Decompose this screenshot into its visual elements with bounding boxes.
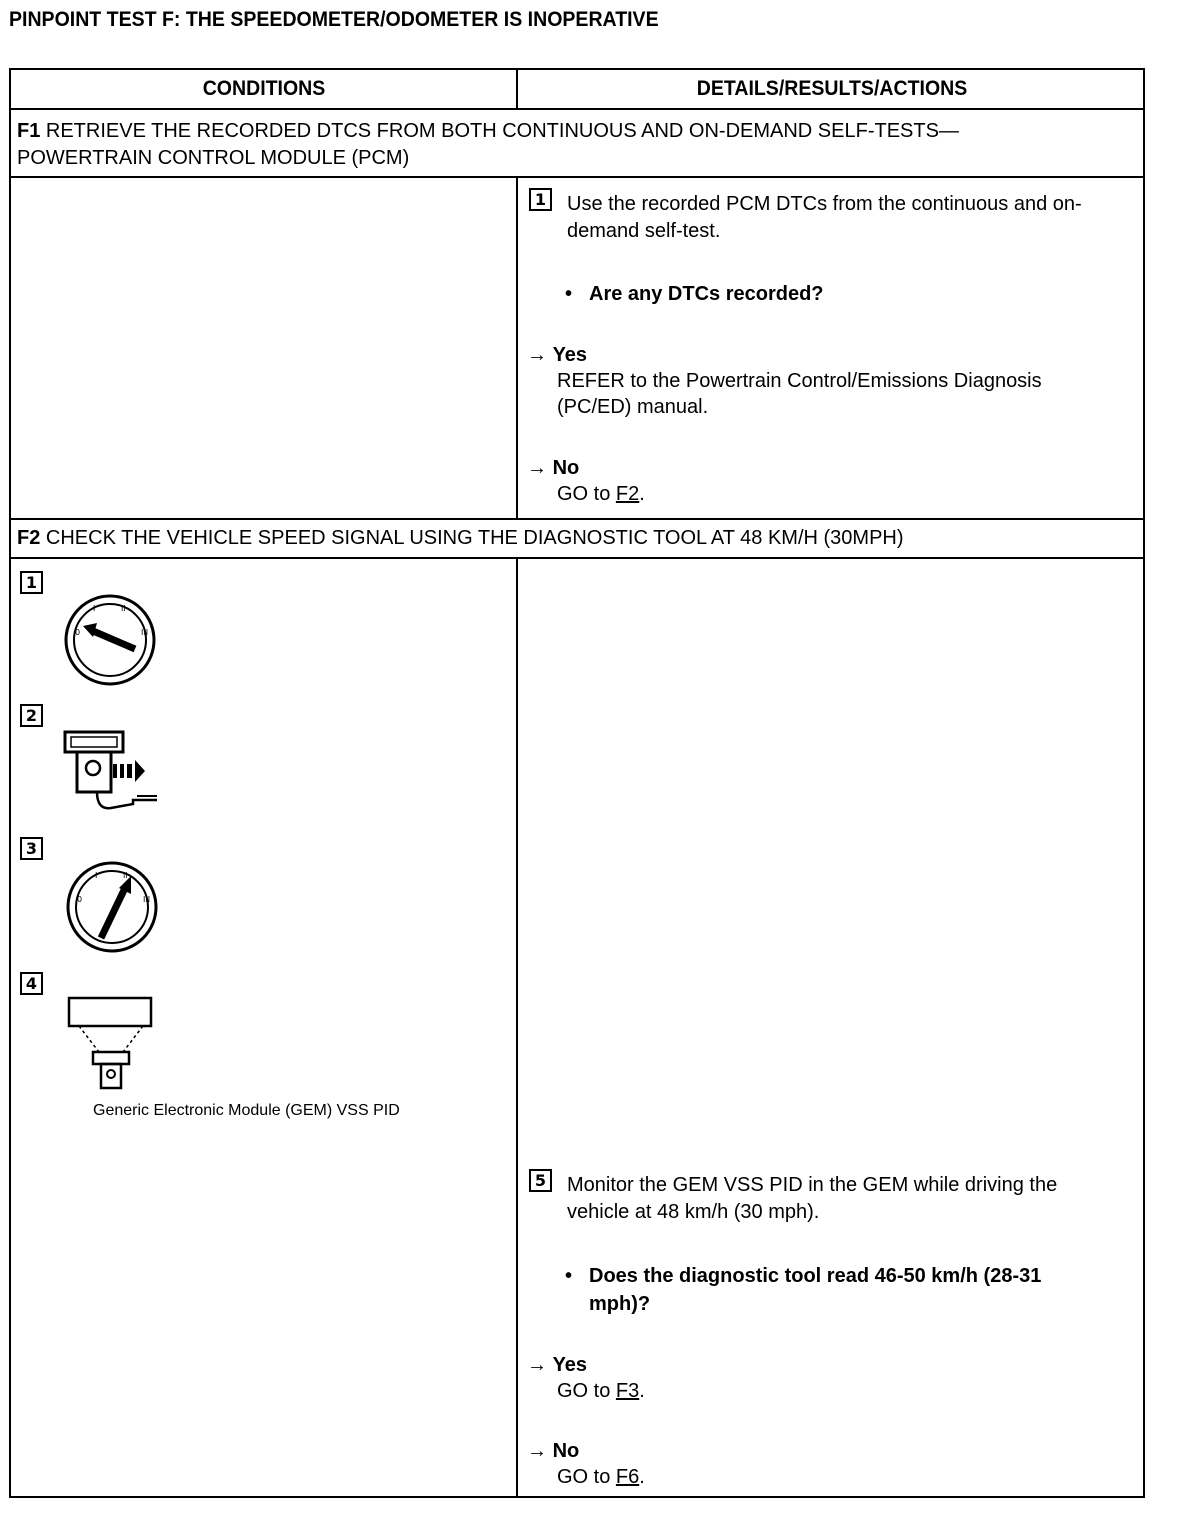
f2-no-result: → No GO to F6. [527, 1440, 645, 1488]
f2-step-number: 5 [529, 1169, 552, 1192]
link-f3[interactable]: F3 [615, 1380, 640, 1402]
f1-title-line2: POWERTRAIN CONTROL MODULE (PCM) [17, 147, 410, 169]
f2-question: • Does the diagnostic tool read 46-50 km/h (28-31 mph)? [565, 1265, 1042, 1315]
f2-step-1-number: 1 [20, 571, 43, 594]
svg-text:III: III [143, 895, 151, 904]
divider [516, 70, 518, 110]
divider [516, 557, 518, 1498]
svg-text:II: II [123, 871, 128, 880]
ignition-key-off-icon [63, 593, 157, 687]
svg-text:III: III [141, 628, 149, 637]
f2-step-text: Monitor the GEM VSS PID in the GEM while driving the vehicle at 48 km/h (30 mph). [567, 1174, 1058, 1223]
page-title: PINPOINT TEST F: THE SPEEDOMETER/ODOMETER IS INOPERATIVE [9, 8, 659, 31]
svg-text:I: I [95, 871, 98, 880]
f2-title-text: CHECK THE VEHICLE SPEED SIGNAL USING THE DIAGNOSTIC TOOL AT 48 KM/H (30MPH) [40, 527, 904, 549]
f1-step-number: 1 [529, 188, 552, 211]
connect-diagnostic-tool-icon [63, 730, 159, 818]
divider [516, 176, 518, 518]
f2-title [17, 525, 904, 552]
f1-title-line1: RETRIEVE THE RECORDED DTCS FROM BOTH CONTINUOUS AND ON-DEMAND SELF-TESTS— [40, 120, 959, 142]
diagnostic-tool-screen-icon [67, 996, 155, 1092]
pinpoint-table [9, 68, 1145, 1498]
divider [11, 518, 1143, 520]
svg-text:0: 0 [75, 628, 81, 637]
f1-no-result: → No GO to F2. [527, 457, 645, 505]
f2-step-2-number: 2 [20, 704, 43, 727]
divider [11, 108, 1143, 110]
f2-id: F2 [17, 527, 41, 549]
f2-step-3-number: 3 [20, 837, 43, 860]
right-arrow-icon: → [527, 344, 547, 366]
header-details: DETAILS/RESULTS/ACTIONS [696, 77, 968, 100]
svg-text:II: II [121, 604, 126, 613]
f1-yes-result: → Yes REFER to the Powertrain Control/Emissions Diagnosis (PC/ED) manual. [527, 344, 1042, 418]
gem-vss-pid-caption: Generic Electronic Module (GEM) VSS PID [93, 1102, 400, 1119]
divider [11, 176, 1143, 178]
f1-title [17, 118, 959, 172]
right-arrow-icon: → [527, 457, 547, 479]
ignition-key-on-icon [65, 860, 159, 954]
svg-text:I: I [93, 604, 96, 613]
f2-yes-result: → Yes GO to F3. [527, 1354, 645, 1402]
right-arrow-icon: → [527, 1354, 547, 1376]
f1-question: • Are any DTCs recorded? [565, 283, 824, 305]
f1-id: F1 [17, 120, 41, 142]
svg-text:0: 0 [77, 895, 83, 904]
divider [11, 557, 1143, 559]
link-f6[interactable]: F6 [615, 1466, 640, 1488]
link-f2[interactable]: F2 [615, 483, 640, 505]
header-conditions: CONDITIONS [202, 77, 326, 100]
f1-step-text: Use the recorded PCM DTCs from the continuous and on- demand self-test. [567, 193, 1082, 242]
right-arrow-icon: → [527, 1440, 547, 1462]
f2-step-4-number: 4 [20, 972, 43, 995]
